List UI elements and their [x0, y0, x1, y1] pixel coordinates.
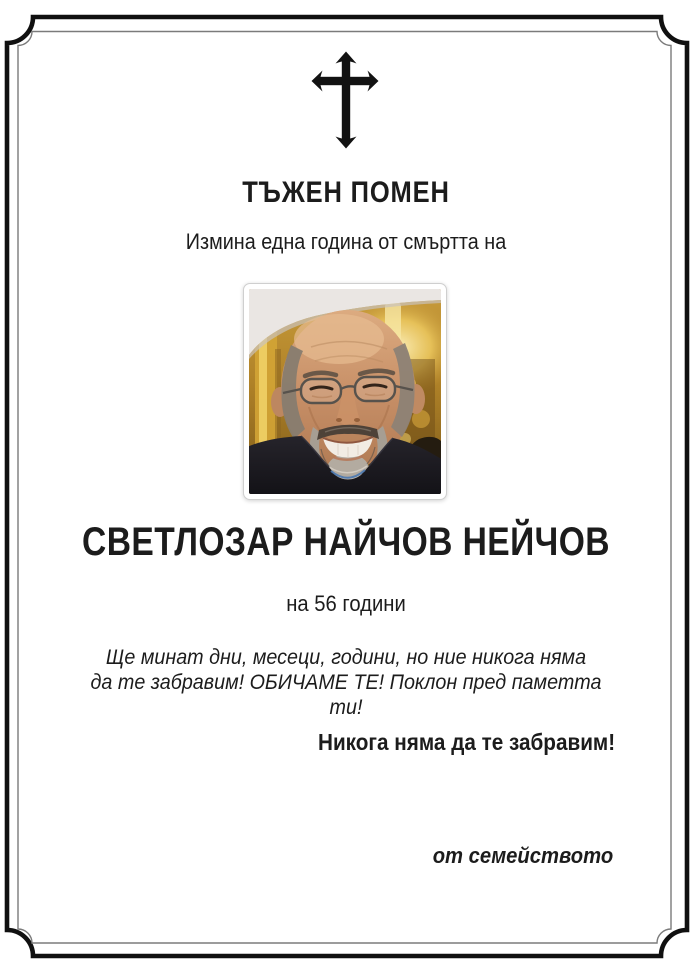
tribute-line-2: да те забравим! ОБИЧАМЕ ТЕ! Поклон пред паметта	[90, 671, 602, 694]
tribute-text	[21, 645, 671, 720]
portrait-photo	[249, 289, 441, 494]
portrait-photo-card	[243, 283, 447, 500]
cross-icon	[311, 51, 379, 149]
signature-line: от семейството	[432, 843, 613, 868]
tribute-line-1: Ще минат дни, месеци, години, но ние никога няма	[105, 646, 587, 669]
page-title: ТЪЖЕН ПОМЕН	[242, 176, 450, 209]
cross-shape	[312, 52, 379, 149]
age-line: на 56 години	[286, 591, 406, 616]
closing-line: Никога няма да те забравим!	[317, 729, 615, 755]
intro-line: Измина една година от смъртта на	[185, 229, 507, 254]
tribute-line-3: ти!	[329, 696, 363, 719]
deceased-name: СВЕТЛОЗАР НАЙЧОВ НЕЙЧОВ	[82, 520, 610, 564]
